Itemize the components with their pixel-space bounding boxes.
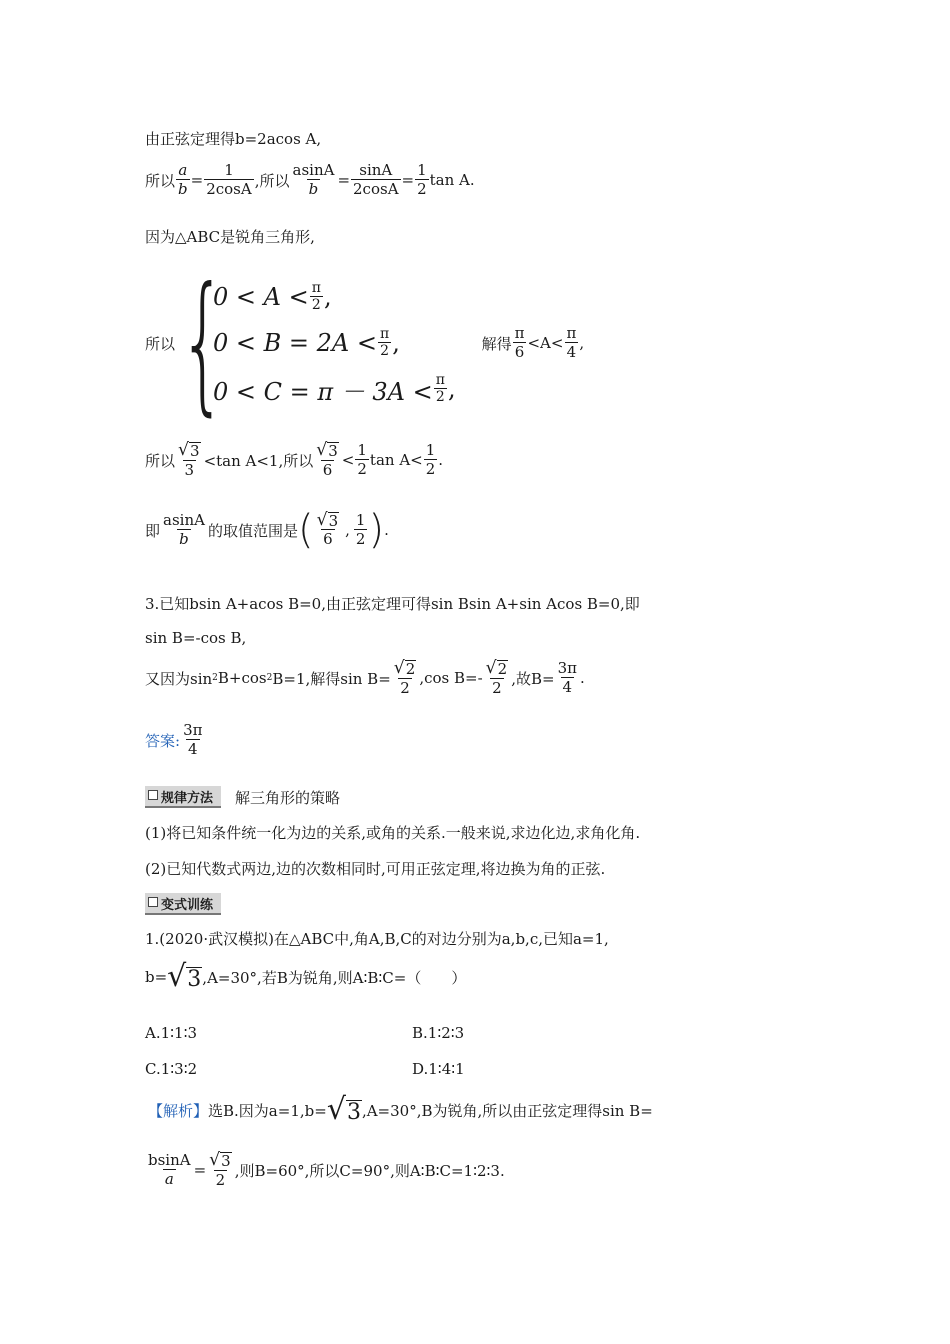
analysis-tag: 【解析】 [148,1101,209,1120]
inequality-3: 0 < C = π － 3A < [213,377,433,406]
solution-line-7: 3.已知bsin A+acos B=0,由正弦定理可得sin Bsin A+sin Acos B=0,即 [145,595,640,613]
choice-d[interactable]: D.1∶4∶1 [412,1060,465,1078]
text: = [190,171,204,190]
text: 所以 [145,334,176,353]
method-badge: 规律方法 [145,786,221,808]
text: 解得 [481,334,512,353]
practice-heading [145,893,235,915]
text: tan A. [429,171,475,190]
inequality-1: 0 < A < [213,283,309,311]
sqrt-3: √ 3 [326,1092,361,1127]
fraction: $\frac{1}{2}$ [357,441,367,479]
method-line-2: (2)已知代数式两边,边的次数相同时,可用正弦定理,将边换为角的正弦. [145,860,606,878]
analysis-line-1: 【解析】 选B.因为a=1,b= √ 3 ,A=30°,B为锐角,所以由正弦定理得sin B= [148,1092,653,1127]
text: ,所以 [254,171,290,190]
fraction: √ 2 2 [393,658,416,697]
method-heading [145,786,340,808]
fraction: √ 3 6 [316,440,338,479]
analysis-line-2: $\frac{bsinA}{a}$ = √ 3 2 ,则B=60°,所以C=90°,则A∶B∶C=1∶2∶3. [148,1150,505,1189]
fraction: $\frac{a}{b}$ [178,161,188,199]
system: { 0 < A < $\frac{\pi}{2}$ , 0 < B = 2A < $\frac{\pi}{2}$ , 0 < C = π － 3A < $\frac{\pi}{2}$ , [179,256,456,430]
answer-label: 答案: [145,731,181,750]
inequality-2: 0 < B = 2A < [213,329,377,357]
fraction: $\frac{asinA}{b}$ [292,161,335,199]
question-line-2: b= √ 3 ,A=30°,若B为锐角,则A∶B∶C=（ ） [145,959,467,994]
text: 所以 [145,171,176,190]
inequality-system: 所以 { 0 < A < $\frac{\pi}{2}$ , 0 < B = 2A < $\frac{\pi}{2}$ , 0 < C = π － 3A < $\frac{\pi}{2}$ , 解得 $\frac{\pi}{6}$ <A< $\frac{\pi}{4}$ , [145,256,585,430]
text: = [337,171,351,190]
solution-line-3: 因为△ABC是锐角三角形, [145,228,315,246]
method-line-1: (1)将已知条件统一化为边的关系,或角的关系.一般来说,求边化边,求角化角. [145,824,641,842]
fraction: $\frac{\sin A}{2\cos A}$ [353,161,399,199]
fraction: $\frac{asinA}{b}$ [163,510,205,549]
solution-line-2 [145,162,475,198]
solution-line-5: 所以 √ 3 3 <tan A<1,所以 √ 3 6 < $\frac{1}{2}$ tan A< $\frac{1}{2}$ . [145,440,444,479]
fraction: √ 2 2 [485,658,508,697]
answer-fraction: $\frac{3\pi}{4}$ [183,721,203,759]
fraction: √ 3 3 [178,440,200,479]
practice-badge: 变式训练 [145,893,221,915]
answer-line [145,722,205,758]
fraction: $\frac{bsinA}{a}$ [148,1151,191,1189]
sqrt-3: √ 3 [167,959,202,994]
question-line-1: 1.(2020·武汉模拟)在△ABC中,角A,B,C的对边分别为a,b,c,已知a=1, [145,930,609,948]
choice-b[interactable]: B.1∶2∶3 [412,1024,465,1042]
choice-a[interactable]: A.1∶1∶3 [145,1024,198,1042]
fraction: $\frac{1}{2\cos A}$ [206,161,252,199]
text: = [401,171,415,190]
fraction: √ 3 2 [209,1150,231,1189]
solution-line-8: sin B=-cos B, [145,629,247,647]
solution-line-9: 又因为sin 2 B+cos 2 B=1,解得sin B= √ 2 2 ,cos B=- √ 2 2 ,故B= $\frac{3\pi}{4}$ . [145,658,585,697]
solution-line-1: 由正弦定理得b=2acos A, [145,130,322,148]
choice-c[interactable]: C.1∶3∶2 [145,1060,198,1078]
fraction: $\frac{3\pi}{4}$ [557,659,577,697]
fraction: $\frac{1}{2}$ [417,161,427,199]
fraction: $\frac{1}{2}$ [425,441,436,479]
brace-icon: { [179,256,227,430]
solution-line-6: 即 $\frac{asinA}{b}$ 的取值范围是 ( √ 3 6 , $\frac{1}{2}$ ) . [145,507,389,553]
method-title: 解三角形的策略 [235,788,341,807]
